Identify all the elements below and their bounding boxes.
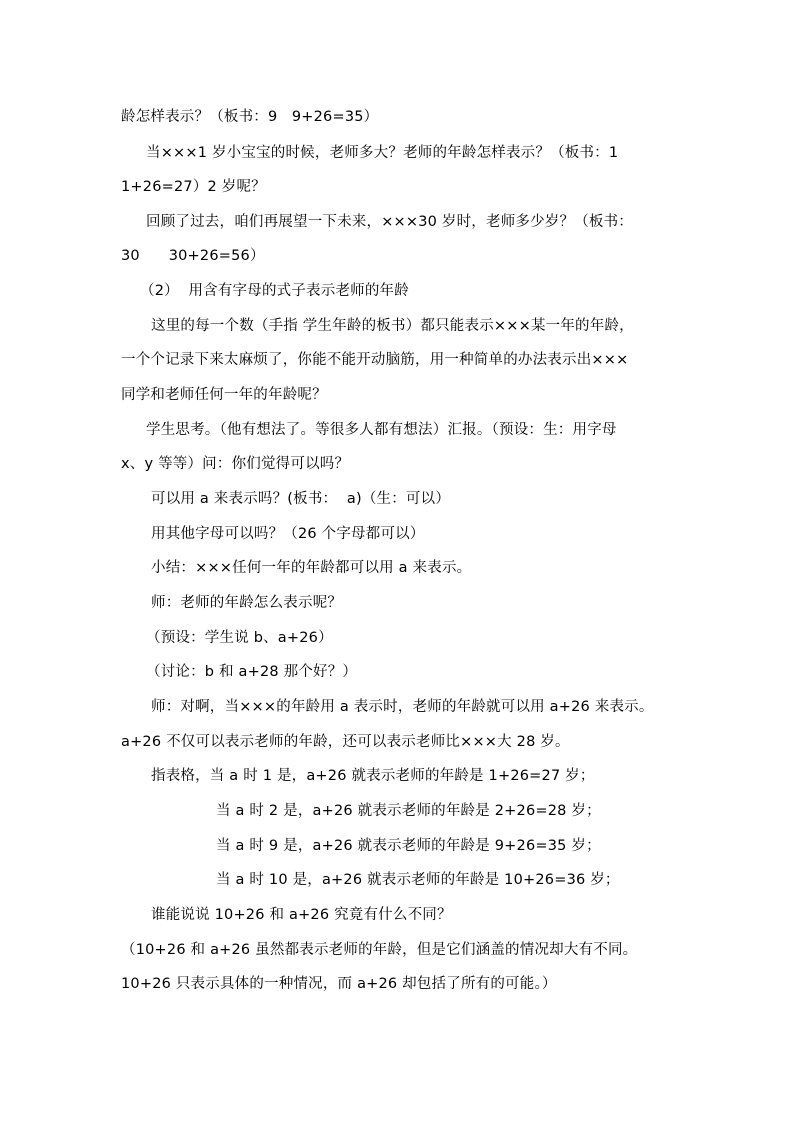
text-line: 这里的每一个数（手指 学生年龄的板书）都只能表示×××某一年的年龄，: [151, 318, 634, 334]
text-line: 可以用 a 来表示吗？(板书： a)（生：可以）: [151, 491, 451, 507]
text-line: 当 a 时 2 是，a+26 就表示老师的年龄是 2+26=28 岁；: [216, 803, 601, 819]
text-line: 师：对啊，当×××的年龄用 a 表示时，老师的年龄就可以用 a+26 来表示。: [151, 699, 654, 715]
text-line: 用其他字母可以吗？（26 个字母都可以）: [151, 526, 425, 542]
text-line: a+26 不仅可以表示老师的年龄，还可以表示老师比×××大 28 岁。: [121, 734, 570, 750]
text-line: 小结：×××任何一年的年龄都可以用 a 来表示。: [151, 560, 472, 576]
text-line: 师：老师的年龄怎么表示呢？: [151, 595, 343, 611]
text-line: 1+26=27）2 岁呢？: [121, 179, 266, 195]
text-line: 一个个记录下来太麻烦了，你能不能开动脑筋，用一种简单的办法表示出×××: [121, 352, 629, 368]
text-line: 谁能说说 10+26 和 a+26 究竟有什么不同？: [151, 907, 452, 923]
text-line: 当 a 时 10 是，a+26 就表示老师的年龄是 10+26=36 岁；: [216, 872, 620, 888]
text-line: 学生思考。（他有想法了。等很多人都有想法）汇报。（预设：生：用字母: [146, 422, 617, 438]
text-line: 30 30+26=56）: [121, 248, 265, 264]
text-line: 同学和老师任何一年的年龄呢？: [121, 387, 327, 403]
text-line: （讨论：b 和 a+28 那个好？）: [146, 664, 358, 680]
text-line: 10+26 只表示具体的一种情况，而 a+26 却包括了所有的可能。）: [121, 976, 557, 992]
text-line: 当×××1 岁小宝宝的时候，老师多大？老师的年龄怎样表示？（板书：1: [146, 145, 619, 161]
text-line: 回顾了过去，咱们再展望一下未来，×××30 岁时，老师多少岁？（板书：: [146, 214, 634, 230]
text-line: x、y 等等）问：你们觉得可以吗？: [121, 456, 350, 472]
text-line: 龄怎样表示？（板书：9 9+26=35）: [121, 109, 379, 125]
section-heading: （2） 用含有字母的式子表示老师的年龄: [140, 283, 409, 299]
text-line: 指表格，当 a 时 1 是，a+26 就表示老师的年龄是 1+26=27 岁；: [151, 768, 595, 784]
text-line: （预设：学生说 b、a+26）: [146, 630, 333, 646]
text-line: 当 a 时 9 是，a+26 就表示老师的年龄是 9+26=35 岁；: [216, 838, 601, 854]
text-line: （10+26 和 a+26 虽然都表示老师的年龄，但是它们涵盖的情况却大有不同。: [121, 942, 638, 958]
